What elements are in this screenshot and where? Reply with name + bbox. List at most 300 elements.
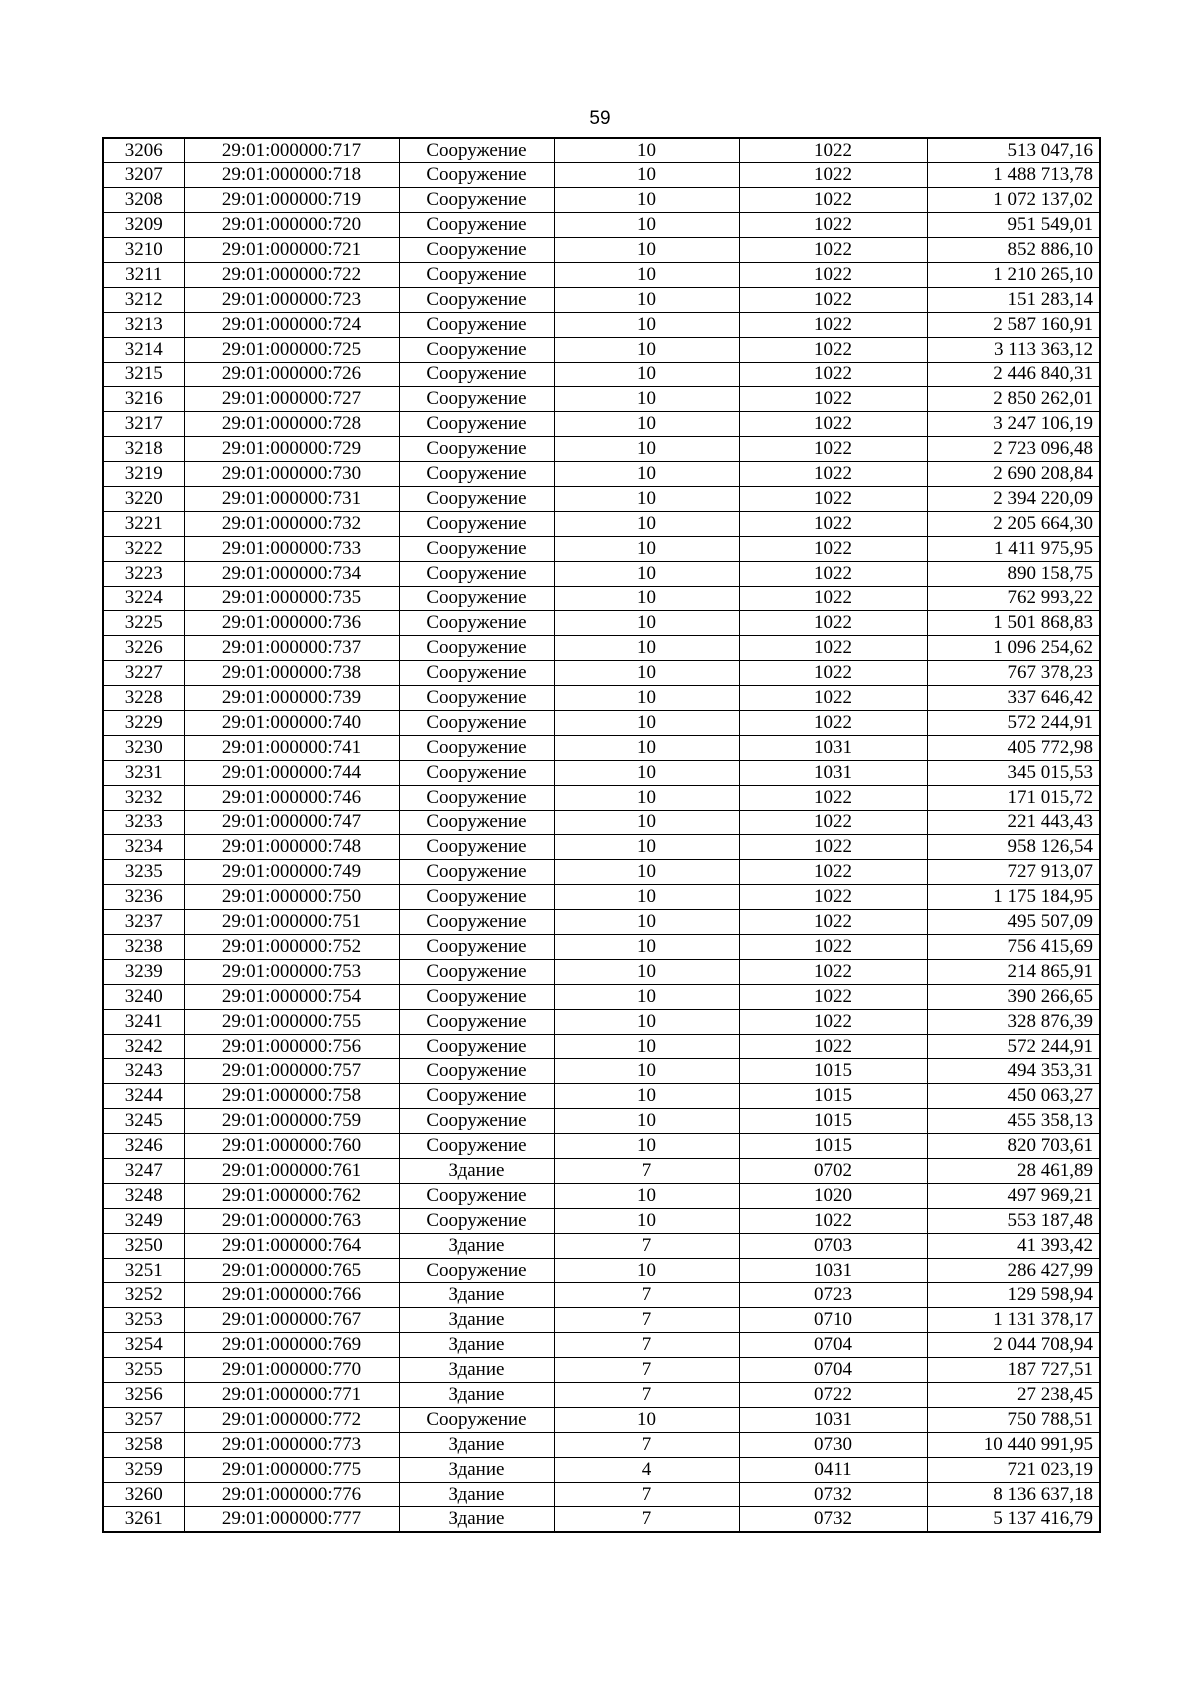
row-number-cell: 3248 bbox=[103, 1183, 184, 1208]
table-row bbox=[103, 959, 1100, 984]
cadastral-number-cell: 29:01:000000:733 bbox=[184, 536, 399, 561]
row-number-cell: 3256 bbox=[103, 1383, 184, 1408]
table-row bbox=[103, 1134, 1100, 1159]
cadastral-number-cell: 29:01:000000:740 bbox=[184, 710, 399, 735]
group-code-cell: 10 bbox=[554, 462, 739, 487]
table-row bbox=[103, 1432, 1100, 1457]
row-number-cell: 3243 bbox=[103, 1059, 184, 1084]
object-type-cell: Сооружение bbox=[399, 337, 554, 362]
table-row bbox=[103, 287, 1100, 312]
cadastral-number-cell: 29:01:000000:766 bbox=[184, 1283, 399, 1308]
object-type-cell: Сооружение bbox=[399, 462, 554, 487]
row-number-cell: 3230 bbox=[103, 735, 184, 760]
value-cell: 5 137 416,79 bbox=[927, 1507, 1100, 1532]
row-number-cell: 3228 bbox=[103, 686, 184, 711]
value-cell: 958 126,54 bbox=[927, 835, 1100, 860]
table-row bbox=[103, 138, 1100, 163]
class-code-cell: 1022 bbox=[739, 412, 927, 437]
row-number-cell: 3239 bbox=[103, 959, 184, 984]
class-code-cell: 1022 bbox=[739, 586, 927, 611]
group-code-cell: 10 bbox=[554, 984, 739, 1009]
class-code-cell: 1022 bbox=[739, 312, 927, 337]
table-row bbox=[103, 1308, 1100, 1333]
object-type-cell: Сооружение bbox=[399, 835, 554, 860]
group-code-cell: 7 bbox=[554, 1482, 739, 1507]
object-type-cell: Сооружение bbox=[399, 1009, 554, 1034]
group-code-cell: 7 bbox=[554, 1383, 739, 1408]
table-row bbox=[103, 312, 1100, 337]
row-number-cell: 3220 bbox=[103, 486, 184, 511]
value-cell: 450 063,27 bbox=[927, 1084, 1100, 1109]
cadastral-number-cell: 29:01:000000:732 bbox=[184, 511, 399, 536]
row-number-cell: 3231 bbox=[103, 760, 184, 785]
group-code-cell: 10 bbox=[554, 163, 739, 188]
table-row bbox=[103, 1407, 1100, 1432]
row-number-cell: 3241 bbox=[103, 1009, 184, 1034]
group-code-cell: 7 bbox=[554, 1333, 739, 1358]
object-type-cell: Сооружение bbox=[399, 486, 554, 511]
group-code-cell: 10 bbox=[554, 686, 739, 711]
cadastral-number-cell: 29:01:000000:775 bbox=[184, 1457, 399, 1482]
row-number-cell: 3245 bbox=[103, 1109, 184, 1134]
cadastral-number-cell: 29:01:000000:720 bbox=[184, 213, 399, 238]
row-number-cell: 3235 bbox=[103, 860, 184, 885]
value-cell: 572 244,91 bbox=[927, 1034, 1100, 1059]
value-cell: 214 865,91 bbox=[927, 959, 1100, 984]
object-type-cell: Сооружение bbox=[399, 1109, 554, 1134]
cadastral-number-cell: 29:01:000000:728 bbox=[184, 412, 399, 437]
object-type-cell: Здание bbox=[399, 1482, 554, 1507]
cadastral-number-cell: 29:01:000000:746 bbox=[184, 785, 399, 810]
object-type-cell: Сооружение bbox=[399, 1134, 554, 1159]
row-number-cell: 3247 bbox=[103, 1159, 184, 1184]
value-cell: 497 969,21 bbox=[927, 1183, 1100, 1208]
row-number-cell: 3234 bbox=[103, 835, 184, 860]
object-type-cell: Здание bbox=[399, 1308, 554, 1333]
value-cell: 10 440 991,95 bbox=[927, 1432, 1100, 1457]
object-type-cell: Здание bbox=[399, 1333, 554, 1358]
object-type-cell: Сооружение bbox=[399, 885, 554, 910]
table-row bbox=[103, 188, 1100, 213]
cadastral-number-cell: 29:01:000000:747 bbox=[184, 810, 399, 835]
class-code-cell: 0723 bbox=[739, 1283, 927, 1308]
group-code-cell: 10 bbox=[554, 337, 739, 362]
row-number-cell: 3214 bbox=[103, 337, 184, 362]
row-number-cell: 3260 bbox=[103, 1482, 184, 1507]
class-code-cell: 1015 bbox=[739, 1084, 927, 1109]
table-row bbox=[103, 1283, 1100, 1308]
group-code-cell: 10 bbox=[554, 1258, 739, 1283]
class-code-cell: 1022 bbox=[739, 163, 927, 188]
value-cell: 2 394 220,09 bbox=[927, 486, 1100, 511]
group-code-cell: 10 bbox=[554, 213, 739, 238]
object-type-cell: Сооружение bbox=[399, 1258, 554, 1283]
class-code-cell: 1022 bbox=[739, 860, 927, 885]
object-type-cell: Сооружение bbox=[399, 636, 554, 661]
table-row bbox=[103, 1233, 1100, 1258]
cadastral-number-cell: 29:01:000000:776 bbox=[184, 1482, 399, 1507]
class-code-cell: 0703 bbox=[739, 1233, 927, 1258]
object-type-cell: Сооружение bbox=[399, 935, 554, 960]
group-code-cell: 7 bbox=[554, 1432, 739, 1457]
cadastral-number-cell: 29:01:000000:771 bbox=[184, 1383, 399, 1408]
cadastral-number-cell: 29:01:000000:777 bbox=[184, 1507, 399, 1532]
cadastral-number-cell: 29:01:000000:769 bbox=[184, 1333, 399, 1358]
cadastral-number-cell: 29:01:000000:755 bbox=[184, 1009, 399, 1034]
class-code-cell: 1022 bbox=[739, 611, 927, 636]
cadastral-number-cell: 29:01:000000:751 bbox=[184, 910, 399, 935]
object-type-cell: Сооружение bbox=[399, 387, 554, 412]
value-cell: 553 187,48 bbox=[927, 1208, 1100, 1233]
cadastral-number-cell: 29:01:000000:749 bbox=[184, 860, 399, 885]
group-code-cell: 10 bbox=[554, 511, 739, 536]
group-code-cell: 10 bbox=[554, 561, 739, 586]
group-code-cell: 10 bbox=[554, 910, 739, 935]
table-row bbox=[103, 486, 1100, 511]
row-number-cell: 3226 bbox=[103, 636, 184, 661]
cadastral-number-cell: 29:01:000000:750 bbox=[184, 885, 399, 910]
class-code-cell: 1022 bbox=[739, 636, 927, 661]
object-type-cell: Сооружение bbox=[399, 238, 554, 263]
group-code-cell: 10 bbox=[554, 735, 739, 760]
row-number-cell: 3215 bbox=[103, 362, 184, 387]
cadastral-number-cell: 29:01:000000:734 bbox=[184, 561, 399, 586]
object-type-cell: Сооружение bbox=[399, 611, 554, 636]
class-code-cell: 1022 bbox=[739, 1034, 927, 1059]
class-code-cell: 1022 bbox=[739, 935, 927, 960]
value-cell: 1 488 713,78 bbox=[927, 163, 1100, 188]
class-code-cell: 1022 bbox=[739, 362, 927, 387]
table-row bbox=[103, 1084, 1100, 1109]
group-code-cell: 10 bbox=[554, 760, 739, 785]
cadastral-number-cell: 29:01:000000:753 bbox=[184, 959, 399, 984]
value-cell: 2 723 096,48 bbox=[927, 437, 1100, 462]
value-cell: 286 427,99 bbox=[927, 1258, 1100, 1283]
value-cell: 721 023,19 bbox=[927, 1457, 1100, 1482]
cadastral-number-cell: 29:01:000000:735 bbox=[184, 586, 399, 611]
group-code-cell: 10 bbox=[554, 785, 739, 810]
object-type-cell: Сооружение bbox=[399, 785, 554, 810]
class-code-cell: 1022 bbox=[739, 1009, 927, 1034]
cadastral-number-cell: 29:01:000000:719 bbox=[184, 188, 399, 213]
table-row bbox=[103, 511, 1100, 536]
table-row bbox=[103, 362, 1100, 387]
property-registry-table bbox=[102, 137, 1101, 1533]
group-code-cell: 10 bbox=[554, 1183, 739, 1208]
row-number-cell: 3229 bbox=[103, 710, 184, 735]
value-cell: 767 378,23 bbox=[927, 661, 1100, 686]
value-cell: 3 247 106,19 bbox=[927, 412, 1100, 437]
cadastral-number-cell: 29:01:000000:726 bbox=[184, 362, 399, 387]
group-code-cell: 10 bbox=[554, 287, 739, 312]
table-row bbox=[103, 611, 1100, 636]
class-code-cell: 1022 bbox=[739, 238, 927, 263]
group-code-cell: 10 bbox=[554, 1407, 739, 1432]
class-code-cell: 1022 bbox=[739, 387, 927, 412]
value-cell: 495 507,09 bbox=[927, 910, 1100, 935]
value-cell: 221 443,43 bbox=[927, 810, 1100, 835]
row-number-cell: 3238 bbox=[103, 935, 184, 960]
value-cell: 750 788,51 bbox=[927, 1407, 1100, 1432]
object-type-cell: Сооружение bbox=[399, 810, 554, 835]
row-number-cell: 3225 bbox=[103, 611, 184, 636]
group-code-cell: 10 bbox=[554, 138, 739, 163]
table-row bbox=[103, 910, 1100, 935]
group-code-cell: 10 bbox=[554, 1134, 739, 1159]
table-row bbox=[103, 1358, 1100, 1383]
value-cell: 2 044 708,94 bbox=[927, 1333, 1100, 1358]
group-code-cell: 10 bbox=[554, 1009, 739, 1034]
group-code-cell: 10 bbox=[554, 262, 739, 287]
value-cell: 727 913,07 bbox=[927, 860, 1100, 885]
object-type-cell: Сооружение bbox=[399, 984, 554, 1009]
row-number-cell: 3257 bbox=[103, 1407, 184, 1432]
object-type-cell: Сооружение bbox=[399, 860, 554, 885]
class-code-cell: 1022 bbox=[739, 984, 927, 1009]
object-type-cell: Сооружение bbox=[399, 536, 554, 561]
value-cell: 2 587 160,91 bbox=[927, 312, 1100, 337]
row-number-cell: 3219 bbox=[103, 462, 184, 487]
cadastral-number-cell: 29:01:000000:756 bbox=[184, 1034, 399, 1059]
class-code-cell: 1031 bbox=[739, 735, 927, 760]
cadastral-number-cell: 29:01:000000:765 bbox=[184, 1258, 399, 1283]
value-cell: 762 993,22 bbox=[927, 586, 1100, 611]
table-row bbox=[103, 636, 1100, 661]
table-row bbox=[103, 337, 1100, 362]
value-cell: 2 690 208,84 bbox=[927, 462, 1100, 487]
table-row bbox=[103, 163, 1100, 188]
row-number-cell: 3259 bbox=[103, 1457, 184, 1482]
cadastral-number-cell: 29:01:000000:757 bbox=[184, 1059, 399, 1084]
cadastral-number-cell: 29:01:000000:744 bbox=[184, 760, 399, 785]
class-code-cell: 1022 bbox=[739, 959, 927, 984]
row-number-cell: 3252 bbox=[103, 1283, 184, 1308]
table-row bbox=[103, 785, 1100, 810]
class-code-cell: 1022 bbox=[739, 561, 927, 586]
table-row bbox=[103, 1183, 1100, 1208]
value-cell: 8 136 637,18 bbox=[927, 1482, 1100, 1507]
value-cell: 151 283,14 bbox=[927, 287, 1100, 312]
class-code-cell: 1022 bbox=[739, 486, 927, 511]
group-code-cell: 7 bbox=[554, 1233, 739, 1258]
value-cell: 390 266,65 bbox=[927, 984, 1100, 1009]
cadastral-number-cell: 29:01:000000:761 bbox=[184, 1159, 399, 1184]
value-cell: 2 446 840,31 bbox=[927, 362, 1100, 387]
value-cell: 328 876,39 bbox=[927, 1009, 1100, 1034]
group-code-cell: 10 bbox=[554, 959, 739, 984]
table-row bbox=[103, 686, 1100, 711]
cadastral-number-cell: 29:01:000000:760 bbox=[184, 1134, 399, 1159]
group-code-cell: 10 bbox=[554, 1208, 739, 1233]
cadastral-number-cell: 29:01:000000:764 bbox=[184, 1233, 399, 1258]
class-code-cell: 1015 bbox=[739, 1134, 927, 1159]
cadastral-number-cell: 29:01:000000:724 bbox=[184, 312, 399, 337]
row-number-cell: 3206 bbox=[103, 138, 184, 163]
class-code-cell: 0732 bbox=[739, 1482, 927, 1507]
table-row bbox=[103, 810, 1100, 835]
cadastral-number-cell: 29:01:000000:763 bbox=[184, 1208, 399, 1233]
row-number-cell: 3232 bbox=[103, 785, 184, 810]
cadastral-number-cell: 29:01:000000:752 bbox=[184, 935, 399, 960]
group-code-cell: 4 bbox=[554, 1457, 739, 1482]
class-code-cell: 1022 bbox=[739, 686, 927, 711]
object-type-cell: Сооружение bbox=[399, 910, 554, 935]
cadastral-number-cell: 29:01:000000:770 bbox=[184, 1358, 399, 1383]
cadastral-number-cell: 29:01:000000:730 bbox=[184, 462, 399, 487]
row-number-cell: 3246 bbox=[103, 1134, 184, 1159]
cadastral-number-cell: 29:01:000000:731 bbox=[184, 486, 399, 511]
table-row bbox=[103, 1159, 1100, 1184]
class-code-cell: 1022 bbox=[739, 337, 927, 362]
class-code-cell: 1022 bbox=[739, 437, 927, 462]
cadastral-number-cell: 29:01:000000:739 bbox=[184, 686, 399, 711]
table-row bbox=[103, 935, 1100, 960]
table-row bbox=[103, 1383, 1100, 1408]
row-number-cell: 3258 bbox=[103, 1432, 184, 1457]
row-number-cell: 3251 bbox=[103, 1258, 184, 1283]
table-row bbox=[103, 1034, 1100, 1059]
value-cell: 572 244,91 bbox=[927, 710, 1100, 735]
cadastral-number-cell: 29:01:000000:738 bbox=[184, 661, 399, 686]
group-code-cell: 10 bbox=[554, 935, 739, 960]
value-cell: 1 175 184,95 bbox=[927, 885, 1100, 910]
value-cell: 852 886,10 bbox=[927, 238, 1100, 263]
object-type-cell: Здание bbox=[399, 1507, 554, 1532]
cadastral-number-cell: 29:01:000000:721 bbox=[184, 238, 399, 263]
cadastral-number-cell: 29:01:000000:737 bbox=[184, 636, 399, 661]
value-cell: 455 358,13 bbox=[927, 1109, 1100, 1134]
class-code-cell: 1022 bbox=[739, 262, 927, 287]
page-number: 59 bbox=[589, 108, 611, 129]
table-row bbox=[103, 661, 1100, 686]
row-number-cell: 3209 bbox=[103, 213, 184, 238]
row-number-cell: 3242 bbox=[103, 1034, 184, 1059]
group-code-cell: 10 bbox=[554, 810, 739, 835]
class-code-cell: 1022 bbox=[739, 835, 927, 860]
class-code-cell: 1020 bbox=[739, 1183, 927, 1208]
object-type-cell: Здание bbox=[399, 1233, 554, 1258]
object-type-cell: Сооружение bbox=[399, 586, 554, 611]
object-type-cell: Сооружение bbox=[399, 188, 554, 213]
group-code-cell: 10 bbox=[554, 835, 739, 860]
row-number-cell: 3210 bbox=[103, 238, 184, 263]
object-type-cell: Сооружение bbox=[399, 362, 554, 387]
object-type-cell: Сооружение bbox=[399, 412, 554, 437]
table-row bbox=[103, 1258, 1100, 1283]
class-code-cell: 1022 bbox=[739, 188, 927, 213]
row-number-cell: 3233 bbox=[103, 810, 184, 835]
object-type-cell: Сооружение bbox=[399, 661, 554, 686]
row-number-cell: 3253 bbox=[103, 1308, 184, 1333]
table-row bbox=[103, 1009, 1100, 1034]
class-code-cell: 1022 bbox=[739, 661, 927, 686]
object-type-cell: Сооружение bbox=[399, 312, 554, 337]
group-code-cell: 10 bbox=[554, 1109, 739, 1134]
table-row bbox=[103, 262, 1100, 287]
table-row bbox=[103, 561, 1100, 586]
table-row bbox=[103, 710, 1100, 735]
cadastral-number-cell: 29:01:000000:729 bbox=[184, 437, 399, 462]
object-type-cell: Сооружение bbox=[399, 138, 554, 163]
class-code-cell: 1022 bbox=[739, 910, 927, 935]
group-code-cell: 10 bbox=[554, 536, 739, 561]
object-type-cell: Сооружение bbox=[399, 437, 554, 462]
group-code-cell: 10 bbox=[554, 362, 739, 387]
table-row bbox=[103, 412, 1100, 437]
cadastral-number-cell: 29:01:000000:717 bbox=[184, 138, 399, 163]
object-type-cell: Сооружение bbox=[399, 1208, 554, 1233]
class-code-cell: 0710 bbox=[739, 1308, 927, 1333]
row-number-cell: 3227 bbox=[103, 661, 184, 686]
value-cell: 890 158,75 bbox=[927, 561, 1100, 586]
class-code-cell: 1022 bbox=[739, 287, 927, 312]
group-code-cell: 10 bbox=[554, 611, 739, 636]
table-row bbox=[103, 885, 1100, 910]
row-number-cell: 3237 bbox=[103, 910, 184, 935]
table-row bbox=[103, 1059, 1100, 1084]
object-type-cell: Здание bbox=[399, 1432, 554, 1457]
value-cell: 1 210 265,10 bbox=[927, 262, 1100, 287]
group-code-cell: 10 bbox=[554, 412, 739, 437]
table-row bbox=[103, 984, 1100, 1009]
group-code-cell: 10 bbox=[554, 1034, 739, 1059]
object-type-cell: Сооружение bbox=[399, 959, 554, 984]
class-code-cell: 0411 bbox=[739, 1457, 927, 1482]
object-type-cell: Сооружение bbox=[399, 511, 554, 536]
table-row bbox=[103, 213, 1100, 238]
value-cell: 756 415,69 bbox=[927, 935, 1100, 960]
row-number-cell: 3222 bbox=[103, 536, 184, 561]
class-code-cell: 1022 bbox=[739, 710, 927, 735]
table-row bbox=[103, 1208, 1100, 1233]
row-number-cell: 3208 bbox=[103, 188, 184, 213]
cadastral-number-cell: 29:01:000000:754 bbox=[184, 984, 399, 1009]
class-code-cell: 0732 bbox=[739, 1507, 927, 1532]
class-code-cell: 1022 bbox=[739, 785, 927, 810]
value-cell: 337 646,42 bbox=[927, 686, 1100, 711]
value-cell: 129 598,94 bbox=[927, 1283, 1100, 1308]
cadastral-number-cell: 29:01:000000:772 bbox=[184, 1407, 399, 1432]
class-code-cell: 1031 bbox=[739, 1258, 927, 1283]
cadastral-number-cell: 29:01:000000:736 bbox=[184, 611, 399, 636]
class-code-cell: 1022 bbox=[739, 810, 927, 835]
class-code-cell: 1015 bbox=[739, 1059, 927, 1084]
value-cell: 41 393,42 bbox=[927, 1233, 1100, 1258]
cadastral-number-cell: 29:01:000000:759 bbox=[184, 1109, 399, 1134]
table-row bbox=[103, 760, 1100, 785]
row-number-cell: 3240 bbox=[103, 984, 184, 1009]
class-code-cell: 1022 bbox=[739, 138, 927, 163]
table-row bbox=[103, 1482, 1100, 1507]
row-number-cell: 3250 bbox=[103, 1233, 184, 1258]
cadastral-number-cell: 29:01:000000:722 bbox=[184, 262, 399, 287]
class-code-cell: 1015 bbox=[739, 1109, 927, 1134]
object-type-cell: Сооружение bbox=[399, 561, 554, 586]
group-code-cell: 10 bbox=[554, 661, 739, 686]
class-code-cell: 0704 bbox=[739, 1358, 927, 1383]
object-type-cell: Сооружение bbox=[399, 163, 554, 188]
row-number-cell: 3216 bbox=[103, 387, 184, 412]
object-type-cell: Сооружение bbox=[399, 287, 554, 312]
table-row bbox=[103, 1507, 1100, 1532]
value-cell: 2 850 262,01 bbox=[927, 387, 1100, 412]
value-cell: 1 411 975,95 bbox=[927, 536, 1100, 561]
value-cell: 3 113 363,12 bbox=[927, 337, 1100, 362]
class-code-cell: 1022 bbox=[739, 462, 927, 487]
class-code-cell: 1022 bbox=[739, 511, 927, 536]
value-cell: 345 015,53 bbox=[927, 760, 1100, 785]
value-cell: 951 549,01 bbox=[927, 213, 1100, 238]
